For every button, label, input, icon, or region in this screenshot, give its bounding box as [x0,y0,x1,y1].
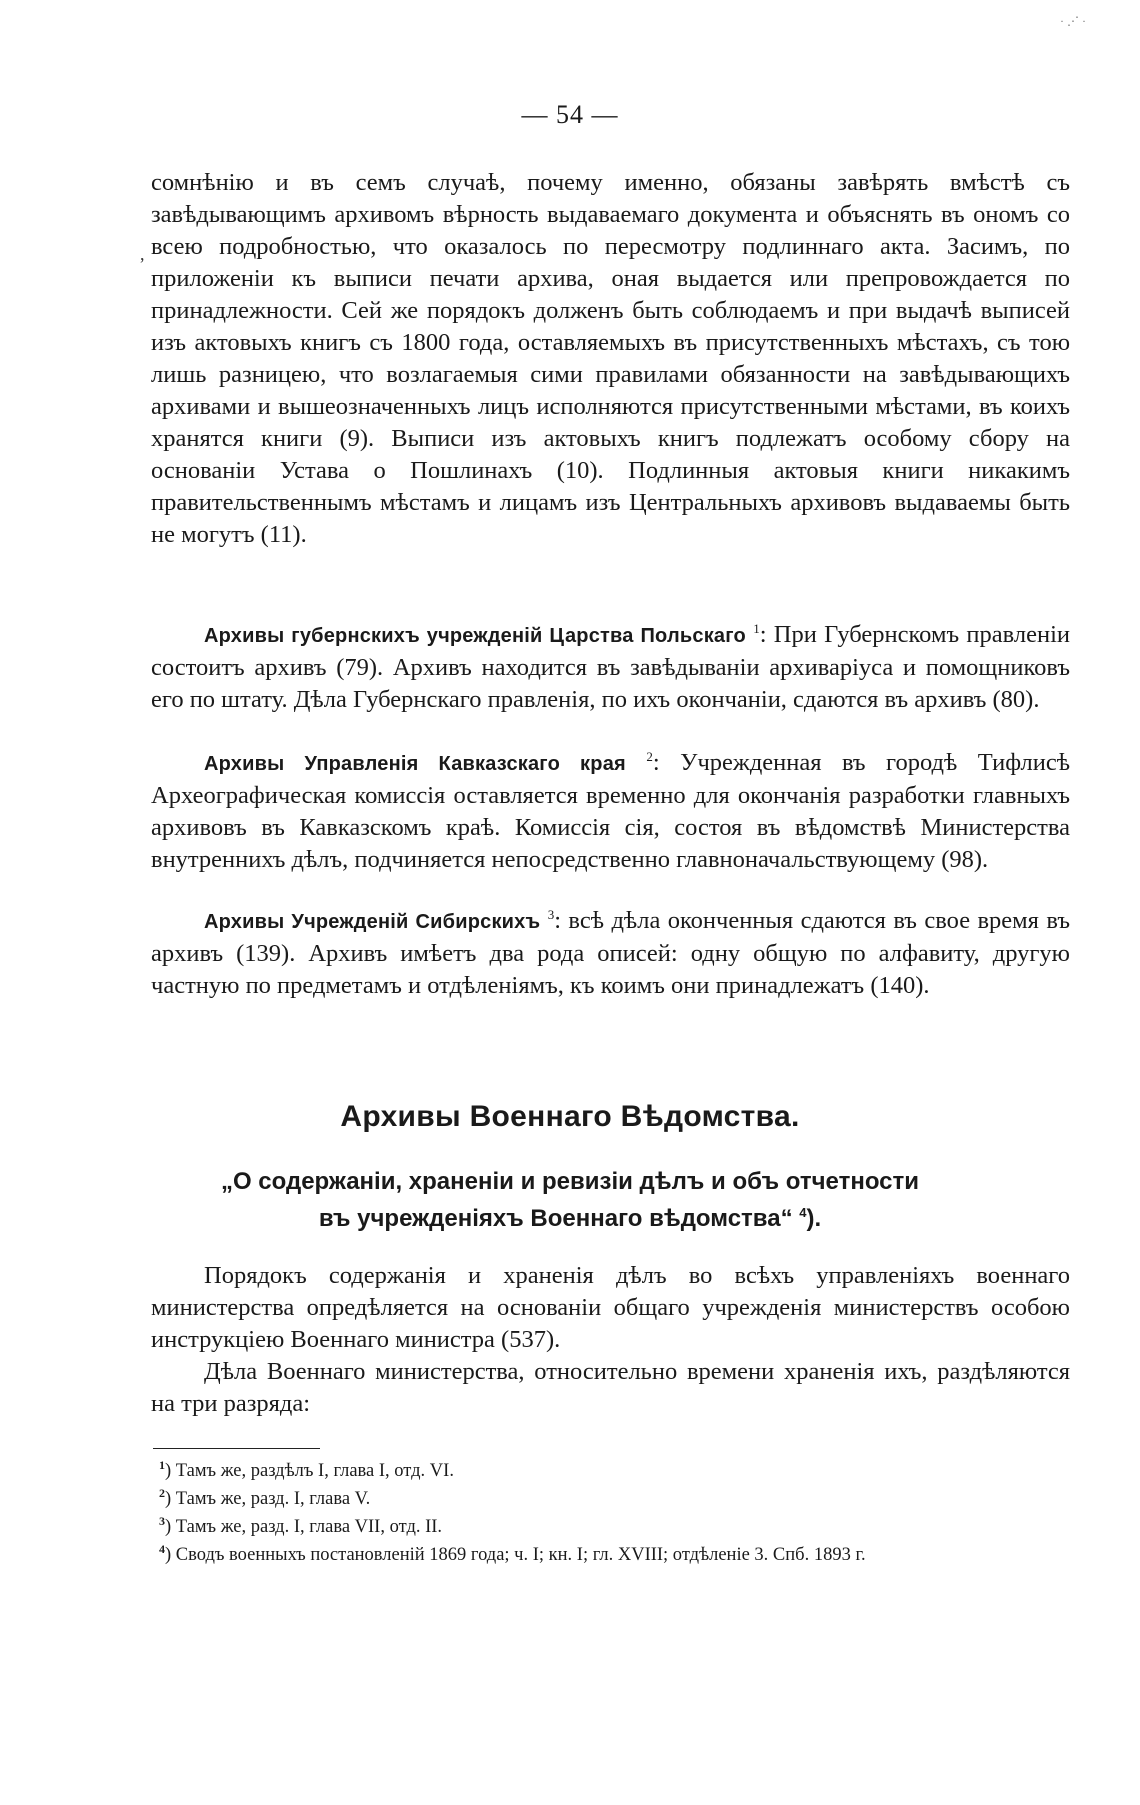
section-subtitle-line-1: „О содержаніи, храненіи и ревизіи дѣлъ и объ отчетности [220,1168,920,1195]
footnotes [151,1457,1070,1569]
paragraph-3-text: : Учрежденная въ городѣ Тифлисѣ Археографическая комиссія оставляется временно для окончанія разработки главныхъ архивовъ въ Кавказскомъ краѣ. Комиссія сія, состоя въ вѣдомствѣ Министерства внутреннихъ дѣлъ, подчиняется непосредственно главноначальствующему (98). [151,749,1070,873]
page-number: — 54 — [521,100,619,129]
footnote-divider [153,1448,320,1449]
footnote-4: $^4$) Сводъ военныхъ постановленій 1869 года; ч. I; кн. I; гл. XVIII; отдѣленіе 3. Спб. 1893 г. [159,1541,866,1565]
paragraph-3-note: 2 [646,748,653,764]
paragraph-1-text: сомнѣнію и въ семъ случаѣ, почему именно, обязаны завѣрять вмѣстѣ съ завѣдывающимъ архивомъ вѣрность выдаваемаго документа и объяснять въ ономъ со всею подробностью, что оказалось по пересмотру подлиннаго акта. Засимъ, по приложеніи къ выписи печати архива, оная выдается или препровождается по принадлежности. Сей же порядокъ долженъ быть соблюдаемъ и при выдачѣ выписей изъ актовыхъ книгъ съ 1800 года, оставляемыхъ въ присутственныхъ мѣстахъ, съ тою лишь разницею, что возлагаемыя сими правилами обязанности на завѣдывающихъ архивами и вышеозначенныхъ лицъ исполняются присутственными мѣстами, въ коихъ хранятся книги (9). Выписи изъ актовыхъ книгъ подлежатъ особому сбору на основаніи Устава о Пошлинахъ (10). Подлинныя актовыя книги никакимъ правительственнымъ мѣстамъ и лицамъ изъ Центральныхъ архивовъ выдаваемы быть не могутъ (11). [151,169,1070,548]
margin-mark: , [140,244,145,264]
footnote-2: $^2$) Тамъ же, разд. I, глава V. [159,1485,371,1509]
paragraph-2-note: 1 [753,620,760,636]
section-subtitle-line-2: въ учрежденіяхъ Военнаго вѣдомства“ [318,1205,793,1232]
paragraph-4 [151,905,1070,1002]
section-subtitle-close: ). [806,1205,822,1232]
footnote-3: $^3$) Тамъ же, разд. I, глава VII, отд. II. [159,1513,443,1537]
paragraph-4-note: 3 [547,906,555,922]
section-subtitle-note: 4 [799,1205,807,1220]
paragraph-2-text: : При Губернскомъ правленіи состоитъ архивъ (79). Архивъ находится въ завѣдываніи архиваріуса и помощниковъ его по штату. Дѣла Губернскаго правленія, по ихъ окончаніи, сдаются въ архивъ (80). [151,621,1071,713]
paragraph-5: Порядокъ содержанія и храненія дѣлъ во всѣхъ управленіяхъ военнаго министерства опредѣляется на основаніи общаго учрежденія министерствъ особою инструкціею Военнаго министра (537). [151,1262,1070,1353]
scan-artifact: ·⋰· [1060,14,1089,28]
paragraph-4-heading: Архивы Учрежденій Сибирскихъ [204,911,541,933]
paragraph-2 [151,619,1070,716]
paragraph-2-heading: Архивы губернскихъ учрежденій Царства Польскаго [204,625,746,647]
footnote-1: $^1$) Тамъ же, раздѣлъ I, глава I, отд. VI. [159,1457,454,1481]
paragraph-6: Дѣла Военнаго министерства, относительно времени храненія ихъ, раздѣляются на три разряда: [151,1358,1070,1417]
paragraph-4-text: : всѣ дѣла оконченныя сдаются въ свое время въ архивъ (139). Архивъ имѣетъ два рода описей: одну общую по алфавиту, другую частную по предметамъ и отдѣленіямъ, къ коимъ они принадлежатъ (140). [151,907,1070,999]
paragraph-1 [151,167,1070,551]
section-body [151,1260,1070,1420]
paragraph-3 [151,747,1070,876]
section-title: Архивы Военнаго Вѣдомства. [340,1100,800,1133]
section-subtitle [0,1163,1140,1237]
paragraph-3-heading: Архивы Управленія Кавказскаго края [204,753,626,775]
